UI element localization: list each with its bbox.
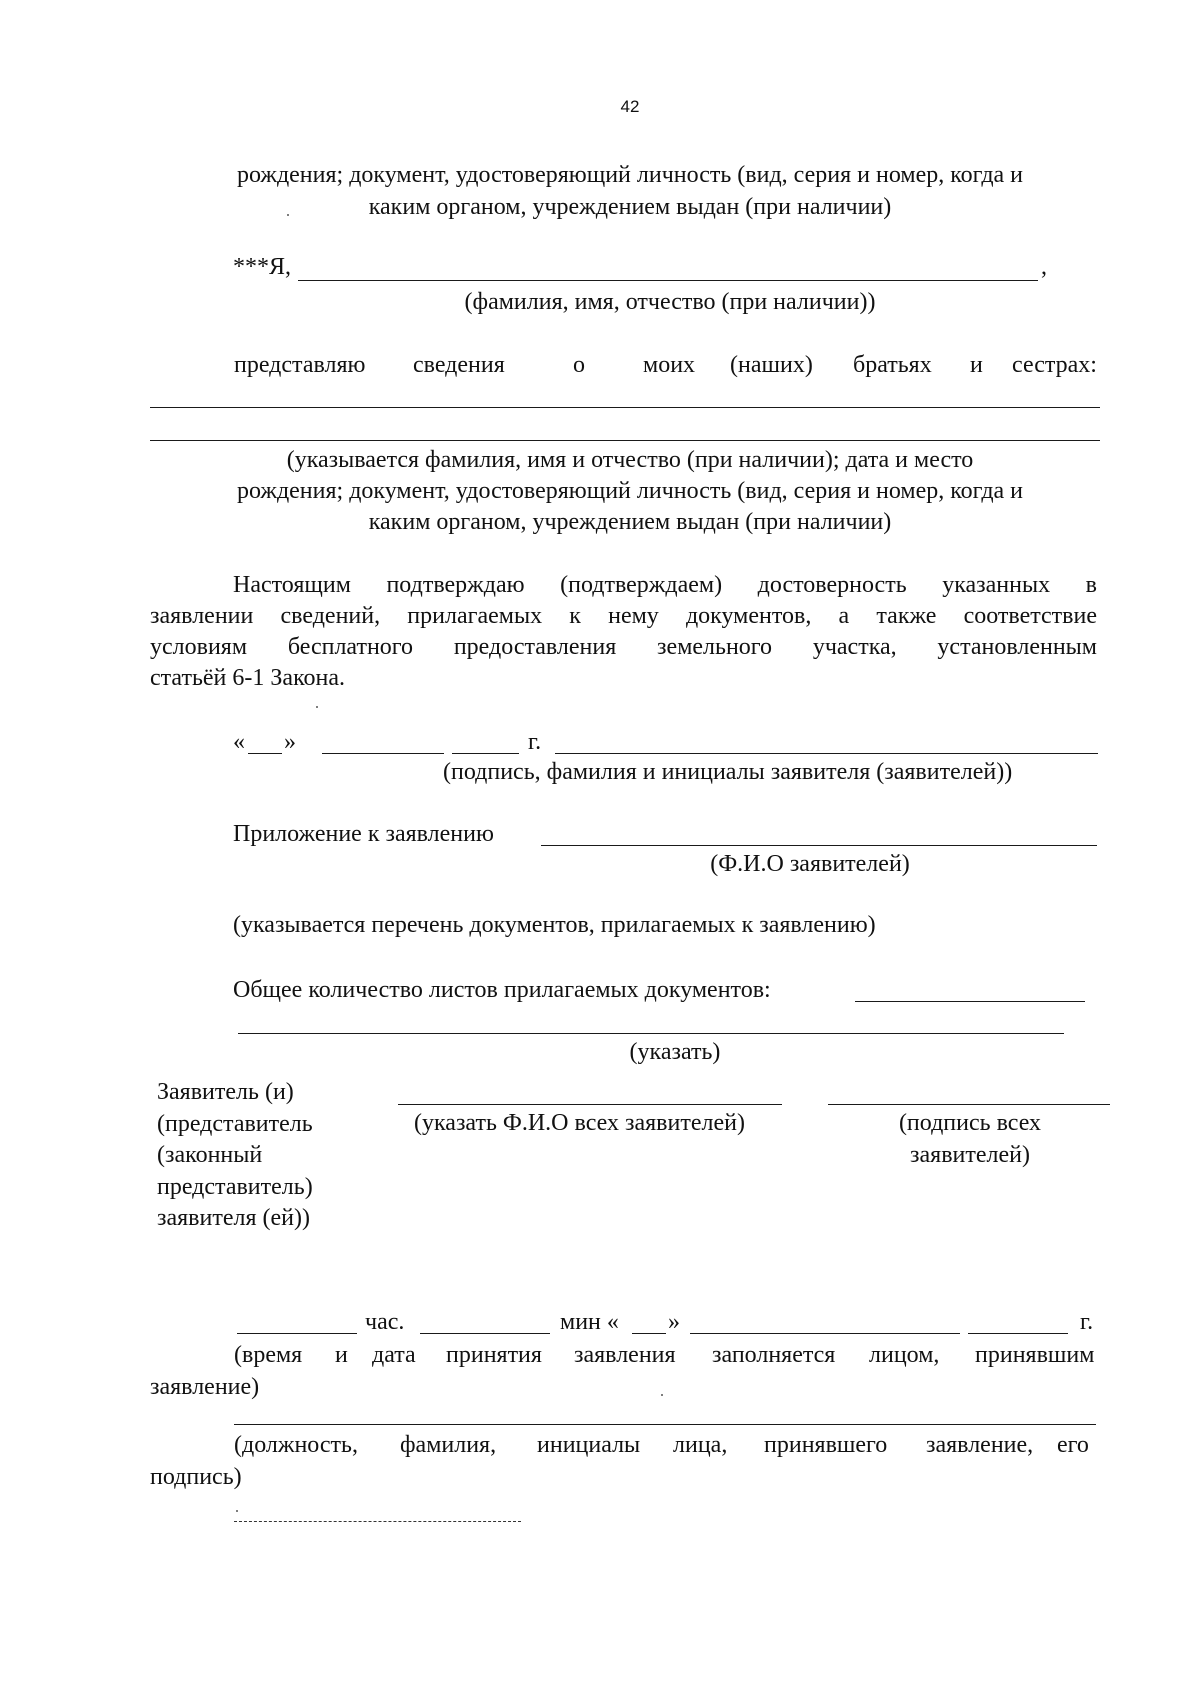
applicant-label-line: заявителя (ей)) bbox=[157, 1205, 310, 1231]
date-quote-open: « bbox=[233, 729, 245, 755]
acceptance-note-word: принятия bbox=[446, 1342, 542, 1368]
acceptance-hour-label: час. bbox=[365, 1309, 405, 1335]
confirmation-line-4: статьёй 6-1 Закона. bbox=[150, 665, 345, 691]
applicant-label bbox=[157, 1077, 313, 1235]
acceptance-note-word: заполняется bbox=[712, 1342, 836, 1368]
siblings-word: о bbox=[573, 352, 585, 378]
acceptance-note-end: заявление) bbox=[150, 1374, 260, 1400]
scan-speck bbox=[661, 1394, 663, 1396]
siblings-caption-line-2: рождения; документ, удостоверяющий личность (вид, серия и номер, когда и bbox=[236, 478, 1024, 504]
acceptance-hour-field[interactable] bbox=[237, 1333, 357, 1334]
date-year-field[interactable] bbox=[452, 753, 519, 754]
attachment-caption: (Ф.И.О заявителей) bbox=[710, 851, 910, 877]
confirmation-line-1: Настоящим подтверждаю (подтверждаем) достоверность указанных в bbox=[233, 572, 1097, 598]
applicant-label-line: (представитель bbox=[157, 1110, 313, 1137]
scan-speck bbox=[316, 706, 318, 708]
date-year-suffix: г. bbox=[528, 729, 542, 755]
acceptance-note-word: дата bbox=[372, 1342, 416, 1368]
applicant-label-line: Заявитель (и) bbox=[157, 1079, 294, 1105]
acceptance-minute-field[interactable] bbox=[420, 1333, 550, 1334]
sheets-caption: (указать) bbox=[629, 1039, 721, 1065]
signature-caption: (подпись, фамилия и инициалы заявителя (заявителей)) bbox=[443, 759, 1013, 785]
ya-comma: , bbox=[1041, 254, 1047, 280]
official-caption-word: инициалы bbox=[537, 1432, 641, 1458]
official-caption-word: принявшего bbox=[764, 1432, 888, 1458]
page-number: 42 bbox=[620, 97, 640, 116]
siblings-word: моих bbox=[643, 352, 696, 378]
siblings-word: и bbox=[970, 352, 983, 378]
siblings-word: сведения bbox=[413, 352, 505, 378]
official-caption-word: (должность, bbox=[234, 1432, 358, 1458]
siblings-field-1[interactable] bbox=[150, 407, 1100, 408]
siblings-caption-line-1: (указывается фамилия, имя и отчество (при наличии); дата и место bbox=[286, 447, 974, 473]
acceptance-month-field[interactable] bbox=[690, 1333, 960, 1334]
siblings-word: братьях bbox=[853, 352, 932, 378]
date-day-field[interactable] bbox=[248, 753, 282, 754]
sheets-label: Общее количество листов прилагаемых документов: bbox=[233, 977, 771, 1003]
acceptance-day-field[interactable] bbox=[632, 1333, 666, 1334]
applicants-signature-field[interactable] bbox=[828, 1104, 1110, 1105]
acceptance-year-suffix: г. bbox=[1080, 1309, 1094, 1335]
applicants-signature-caption bbox=[850, 1108, 1090, 1171]
acceptance-note-word: (время bbox=[234, 1342, 303, 1368]
date-month-field[interactable] bbox=[322, 753, 444, 754]
applicants-names-caption: (указать Ф.И.О всех заявителей) bbox=[414, 1110, 745, 1136]
official-caption-word: лица, bbox=[673, 1432, 728, 1458]
applicants-signature-caption-line: заявителей) bbox=[910, 1141, 1030, 1168]
siblings-word: (наших) bbox=[730, 352, 813, 378]
acceptance-quote-close: » bbox=[668, 1309, 680, 1335]
confirmation-line-2: заявлении сведений, прилагаемых к нему документов, а также соответствие bbox=[150, 603, 1097, 629]
identity-doc-line-1: рождения; документ, удостоверяющий личность (вид, серия и номер, когда и bbox=[236, 162, 1024, 188]
siblings-caption-line-3: каким органом, учреждением выдан (при наличии) bbox=[368, 509, 892, 535]
attachment-list-note: (указывается перечень документов, прилагаемых к заявлению) bbox=[233, 912, 876, 938]
confirmation-line-3: условиям бесплатного предоставления земельного участка, установленным bbox=[150, 634, 1097, 660]
applicant-label-line: представитель) bbox=[157, 1173, 313, 1200]
official-caption-word: фамилия, bbox=[400, 1432, 497, 1458]
official-caption-word: его bbox=[1057, 1432, 1089, 1458]
siblings-word: сестрах: bbox=[1012, 352, 1097, 378]
ya-prefix: ***Я, bbox=[233, 254, 292, 280]
attachment-label: Приложение к заявлению bbox=[233, 821, 494, 847]
acceptance-minute-label: мин « bbox=[560, 1309, 619, 1335]
official-caption-end: подпись) bbox=[150, 1464, 242, 1490]
scan-speck bbox=[287, 214, 289, 216]
date-quote-close: » bbox=[284, 729, 296, 755]
applicants-signature-caption-line: (подпись всех bbox=[898, 1110, 1042, 1136]
identity-doc-line-2: каким органом, учреждением выдан (при наличии) bbox=[368, 194, 892, 220]
full-name-caption: (фамилия, имя, отчество (при наличии)) bbox=[464, 289, 876, 315]
applicant-label-line: (законный bbox=[157, 1142, 263, 1168]
full-name-field[interactable] bbox=[298, 280, 1038, 281]
scan-speck bbox=[236, 1510, 238, 1512]
sheets-count-field-2[interactable] bbox=[238, 1033, 1064, 1034]
siblings-field-2[interactable] bbox=[150, 440, 1100, 441]
attachment-names-field[interactable] bbox=[541, 845, 1097, 846]
sheets-count-field[interactable] bbox=[855, 1001, 1085, 1002]
acceptance-year-field[interactable] bbox=[968, 1333, 1068, 1334]
applicants-names-field[interactable] bbox=[398, 1104, 782, 1105]
acceptance-note-word: и bbox=[335, 1342, 348, 1368]
acceptance-note-word: заявления bbox=[574, 1342, 676, 1368]
siblings-word: представляю bbox=[234, 352, 366, 378]
acceptance-note-word: лицом, bbox=[869, 1342, 940, 1368]
official-signature-field[interactable] bbox=[234, 1424, 1096, 1425]
applicant-signature-field[interactable] bbox=[555, 753, 1098, 754]
acceptance-note-word: принявшим bbox=[975, 1342, 1095, 1368]
official-caption-word: заявление, bbox=[926, 1432, 1034, 1458]
footnote-separator bbox=[234, 1521, 521, 1522]
